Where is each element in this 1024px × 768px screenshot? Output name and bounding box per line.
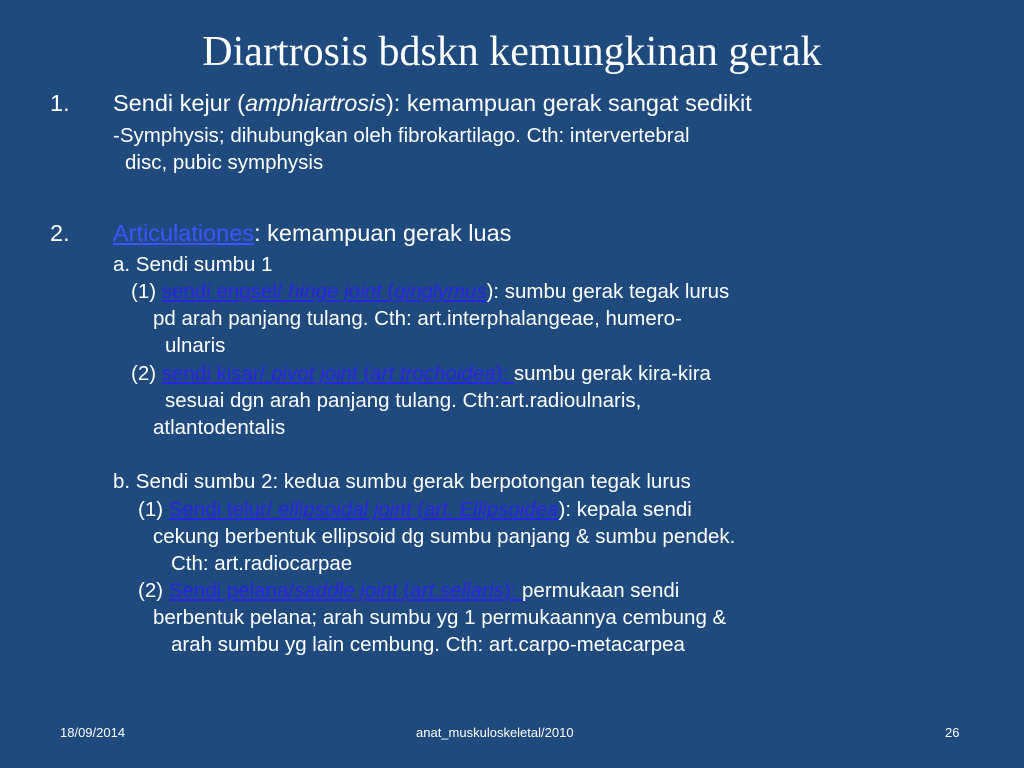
item2-number: 2. bbox=[50, 220, 70, 246]
pivot-joint-link-e[interactable]: ): bbox=[495, 362, 514, 385]
item2-b1-line2: cekung berbentuk ellipsoid dg sumbu panjang & sumbu pendek. bbox=[153, 525, 736, 548]
item1-line2: disc, pubic symphysis bbox=[125, 151, 324, 174]
item2-heading-rest: : kemampuan gerak luas bbox=[254, 220, 512, 246]
ellipsoidal-joint-link-a[interactable]: Sendi telur/ bbox=[168, 498, 279, 521]
ellipsoidal-joint-link-c[interactable]: ( bbox=[411, 498, 425, 521]
ellipsoidal-joint-link-b[interactable]: ellipsoidal joint bbox=[278, 498, 412, 521]
item1-heading-c: ): kemampuan gerak sangat sedikit bbox=[385, 90, 752, 116]
item2-b2-line3: arah sumbu yg lain cembung. Cth: art.carpo-metacarpea bbox=[171, 633, 685, 656]
item2-a2-prefix: (2) bbox=[131, 362, 162, 385]
item2-a2-line1 bbox=[131, 361, 711, 387]
item2-b1-rest: ): kepala sendi bbox=[558, 498, 692, 521]
item2-a2-line2: sesuai dgn arah panjang tulang. Cth:art.radioulnaris, bbox=[165, 389, 642, 412]
saddle-joint-link-c[interactable]: ( bbox=[397, 579, 411, 602]
hinge-joint-link[interactable] bbox=[162, 280, 487, 303]
hinge-joint-link-d[interactable]: ginglymus bbox=[394, 280, 487, 303]
item2-a1-prefix: (1) bbox=[131, 280, 162, 303]
item2-b1-prefix: (1) bbox=[138, 498, 169, 521]
pivot-joint-link-a[interactable]: sendi kisar/ bbox=[161, 362, 272, 385]
saddle-joint-link-b[interactable]: saddle joint bbox=[294, 579, 398, 602]
pivot-joint-link-b[interactable]: pivot joint bbox=[271, 362, 358, 385]
footer-center: anat_muskuloskeletal/2010 bbox=[416, 725, 574, 740]
item2-b2-rest: permukaan sendi bbox=[522, 579, 680, 602]
pivot-joint-link-d[interactable]: art trochoidea bbox=[370, 362, 496, 385]
item2-a1-line3: ulnaris bbox=[165, 334, 226, 357]
item2-a1-line2: pd arah panjang tulang. Cth: art.interphalangeae, humero- bbox=[153, 307, 682, 330]
item2-a2-rest: sumbu gerak kira-kira bbox=[513, 362, 711, 385]
item2-a-label: a. Sendi sumbu 1 bbox=[113, 253, 273, 276]
item2-b2-prefix: (2) bbox=[138, 579, 169, 602]
item1-number: 1. bbox=[50, 90, 70, 116]
ellipsoidal-joint-link[interactable] bbox=[169, 498, 559, 521]
item1-heading-term: amphiartrosis bbox=[244, 90, 386, 116]
pivot-joint-link-c[interactable]: ( bbox=[357, 362, 371, 385]
saddle-joint-link-e[interactable]: ): bbox=[503, 579, 523, 602]
item2-b2-line2: berbentuk pelana; arah sumbu yg 1 permukaannya cembung & bbox=[153, 606, 727, 629]
footer-date: 18/09/2014 bbox=[60, 725, 126, 740]
item2-b-label: b. Sendi sumbu 2: kedua sumbu gerak berpotongan tegak lurus bbox=[113, 470, 691, 493]
item2-heading bbox=[113, 218, 511, 248]
slide-title: Diartrosis bdskn kemungkinan gerak bbox=[202, 29, 822, 75]
item2-a2-line3: atlantodentalis bbox=[153, 416, 286, 439]
saddle-joint-link-a[interactable]: Sendi pelana/ bbox=[168, 579, 295, 602]
saddle-joint-link-d[interactable]: art.sellaris bbox=[410, 579, 504, 602]
item1-heading bbox=[113, 88, 752, 118]
articulationes-link[interactable]: Articulationes bbox=[113, 220, 255, 246]
footer-page-number: 26 bbox=[945, 725, 960, 740]
item2-a1-line1 bbox=[131, 279, 729, 305]
hinge-joint-link-c[interactable]: ( bbox=[381, 280, 395, 303]
item2-a1-rest: ): sumbu gerak tegak lurus bbox=[486, 280, 730, 303]
ellipsoidal-joint-link-d[interactable]: art. Ellipsoidea bbox=[424, 498, 559, 521]
item1-heading-a: Sendi kejur ( bbox=[113, 90, 245, 116]
hinge-joint-link-b[interactable]: hinge joint bbox=[288, 280, 382, 303]
hinge-joint-link-a[interactable]: sendi engsel/ bbox=[161, 280, 289, 303]
item2-b2-line1 bbox=[138, 578, 679, 604]
pivot-joint-link[interactable] bbox=[162, 362, 514, 385]
saddle-joint-link[interactable] bbox=[169, 579, 522, 602]
item2-b1-line3: Cth: art.radiocarpae bbox=[171, 552, 353, 575]
item1-line1: -Symphysis; dihubungkan oleh fibrokartilago. Cth: intervertebral bbox=[113, 124, 690, 147]
item2-b1-line1 bbox=[138, 497, 692, 523]
